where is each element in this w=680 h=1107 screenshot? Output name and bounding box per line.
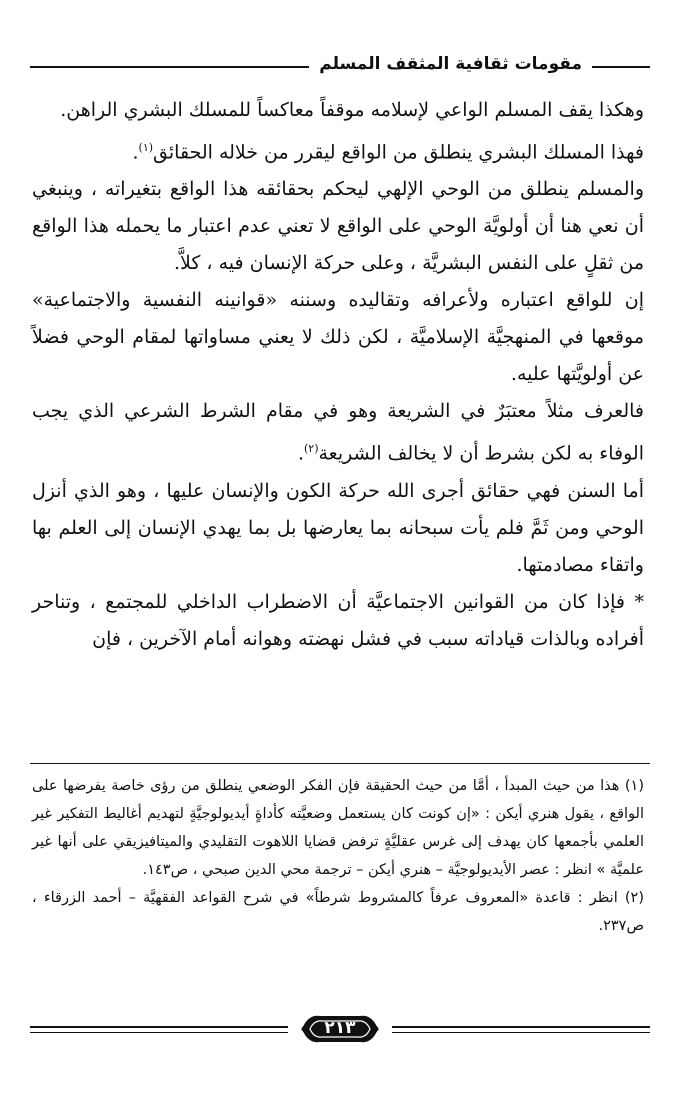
page-number-ornament bbox=[298, 1010, 382, 1048]
footnotes bbox=[32, 772, 644, 940]
footer-rule-right bbox=[392, 1026, 650, 1028]
paragraph-7: * فإذا كان من القوانين الاجتماعيَّة أن الاضطراب الداخلي للمجتمع ، وتناحر أفراده وبالذات قياداته سبب في فشل نهضته وهوانه أمام الآخرين ، فإن bbox=[32, 590, 644, 650]
footer-rule-left bbox=[30, 1026, 288, 1028]
page-number: ٢١٣ bbox=[324, 1018, 356, 1038]
paragraph-5-text: فالعرف مثلاً معتبَرٌ في الشريعة وهو في مقام الشرط الشرعي الذي يجب الوفاء به لكن بشرط أن لا يخالف الشريعة bbox=[32, 400, 644, 465]
footnote-1: (١) هذا من حيث المبدأ ، أمَّا من حيث الحقيقة فإن الفكر الوضعي ينطلق من رؤى خاصة يفرضها على الواقع ، يقول هنري أيكن : «إن كونت كان يستعمل وضعيَّته كأداةٍ أيديولوجيَّةٍ لتهديم أغاليط التفكير غير العلمي بأجمعها كان يهدف إلى غرس عقليَّةٍ ترفض قضايا اللاهوت التقليدي والميتافيزيقي على أنها غير علميَّة » انظر : عصر الأيديولوجيَّة – هنري أيكن – ترجمة محي الدين صبحي ، ص١٤٣. bbox=[32, 778, 644, 878]
footer-rule-left-thin bbox=[30, 1032, 288, 1033]
footnote-separator bbox=[30, 763, 650, 764]
footnote-2: (٢) انظر : قاعدة «المعروف عرفاً كالمشروط شرطاً» في شرح القواعد الفقهيَّة – أحمد الزرقاء ، ص٢٣٧. bbox=[32, 890, 644, 934]
footnote-ref-2: (٢) bbox=[303, 442, 319, 456]
footnote-ref-1: (١) bbox=[138, 141, 154, 154]
footer-rule-right-thin bbox=[392, 1032, 650, 1033]
header-title: مقومات ثقافية المثقف المسلم bbox=[309, 54, 592, 74]
header-rule-right bbox=[590, 66, 650, 68]
page-footer bbox=[30, 1010, 650, 1050]
main-text bbox=[32, 92, 644, 658]
paragraph-2: فهذا المسلك البشري ينطلق من الواقع ليقرر من خلاله الحقائق$^{(١)}$. bbox=[132, 141, 644, 164]
paragraph-5: فالعرف مثلاً معتبَرٌ في الشريعة وهو في مقام الشرط الشرعي الذي يجب الوفاء به لكن بشرط أن لا يخالف الشريعة$^{(٢)}$. bbox=[32, 400, 644, 465]
paragraph-3: والمسلم ينطلق من الوحي الإلهي ليحكم بحقائقه هذا الواقع بتغيراته ، وينبغي أن نعي هنا أن أولويَّة الوحي على الواقع لا تعني عدم اعتبار ما يحمله هذا الواقع من ثقلٍ على النفس البشريَّة ، وعلى حركة الإنسان فيه ، كلاَّ. bbox=[32, 178, 645, 275]
paragraph-2-text: فهذا المسلك البشري ينطلق من الواقع ليقرر من خلاله الحقائق bbox=[153, 141, 644, 164]
running-header bbox=[30, 54, 650, 80]
paragraph-1: وهكذا يقف المسلم الواعي لإسلامه موقفاً معاكساً للمسلك البشري الراهن. bbox=[60, 99, 644, 121]
paragraph-4: إن للواقع اعتباره ولأعرافه وتقاليده وسننه «قوانينه النفسية والاجتماعية» موقعها في المنهجيَّة الإسلاميَّة ، لكن ذلك لا يعني مساواتها لمقام الوحي فضلاً عن أولويَّتها عليه. bbox=[32, 289, 644, 386]
paragraph-6: أما السنن فهي حقائق أجرى الله حركة الكون والإنسان عليها ، وهو الذي أنزل الوحي ومن ثَمَّ فلم يأت سبحانه بما يعارضها بل بما يهدي الإنسان إلى العلم بها واتقاء مصادمتها. bbox=[32, 479, 644, 576]
